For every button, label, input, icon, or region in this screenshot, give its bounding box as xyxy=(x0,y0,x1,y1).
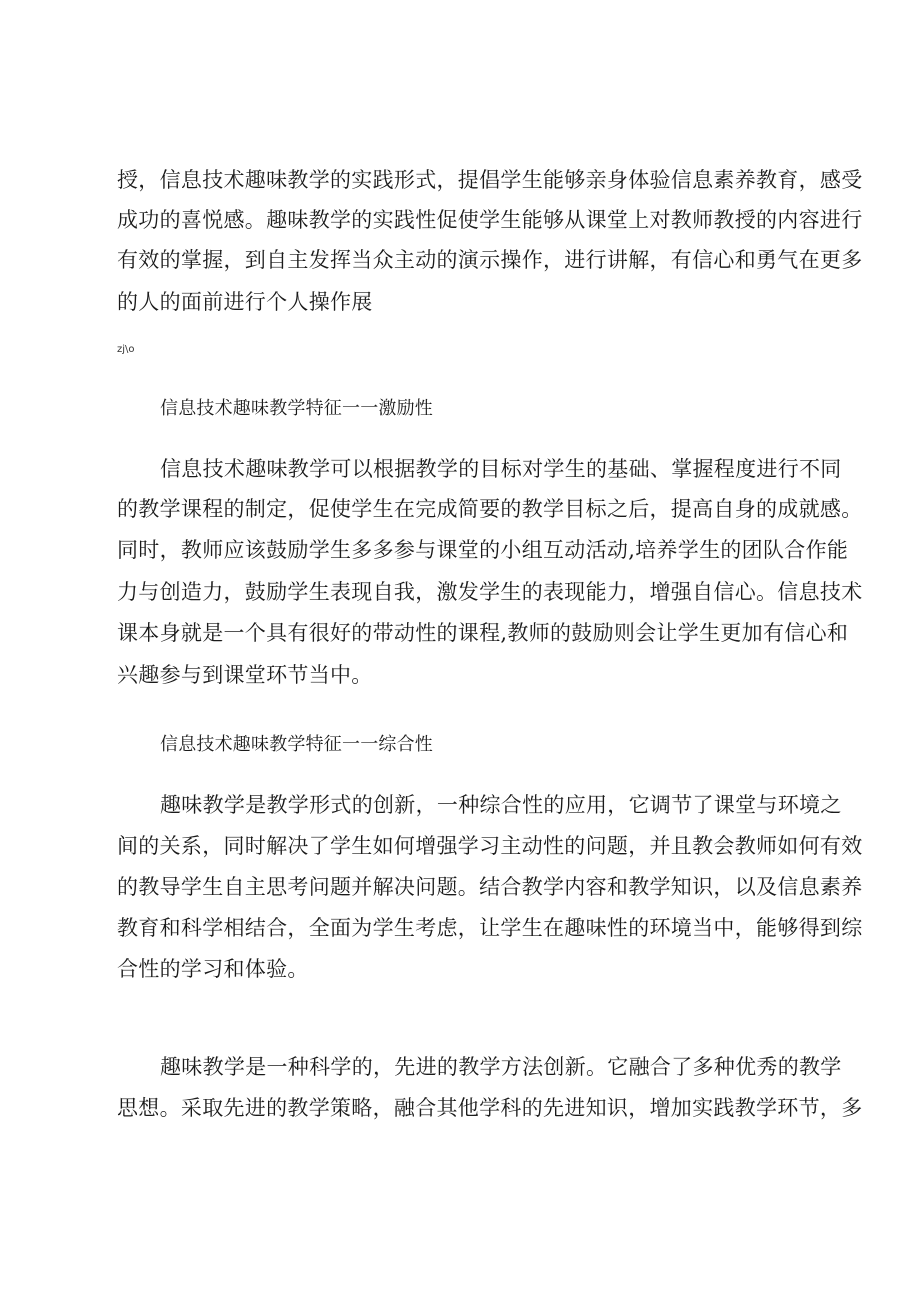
paragraph-line: 趣味教学是一种科学的，先进的教学方法创新。它融合了多种优秀的教学 xyxy=(160,1055,842,1079)
section-heading-incentive: 信息技术趣味教学特征一一激励性 xyxy=(160,398,433,419)
section-heading-comprehensive: 信息技术趣味教学特征一一综合性 xyxy=(160,734,433,755)
paragraph-line: 思想。采取先进的教学策略，融合其他学科的先进知识，增加实践教学环节，多 xyxy=(117,1096,863,1120)
paragraph-line: 趣味教学是教学形式的创新，一种综合性的应用，它调节了课堂与环境之 xyxy=(160,793,842,817)
paragraph-line: 间的关系，同时解决了学生如何增强学习主动性的问题，并且教会教师如何有效 xyxy=(117,834,863,858)
paragraph-line: 合性的学习和体验。 xyxy=(117,957,309,981)
paragraph-line: 的教导学生自主思考问题并解决问题。结合教学内容和教学知识，以及信息素养 xyxy=(117,875,863,899)
paragraph-line: 授，信息技术趣味教学的实践形式，提倡学生能够亲身体验信息素养教育，感受 xyxy=(117,168,863,192)
paragraph-line: 力与创造力，鼓励学生表现自我，激发学生的表现能力，增强自信心。信息技术 xyxy=(117,580,863,604)
paragraph-line: 信息技术趣味教学可以根据教学的目标对学生的基础、掌握程度进行不同 xyxy=(160,457,842,481)
text-fragment: zj\o xyxy=(117,344,135,355)
paragraph-line: 的教学课程的制定，促使学生在完成简要的教学目标之后，提高自身的成就感。 xyxy=(117,497,863,521)
paragraph-line: 有效的掌握，到自主发挥当众主动的演示操作，进行讲解，有信心和勇气在更多 xyxy=(117,248,863,272)
paragraph-line: 同时，教师应该鼓励学生多多参与课堂的小组互动活动,培养学生的团队合作能 xyxy=(117,538,849,562)
paragraph-line: 成功的喜悦感。趣味教学的实践性促使学生能够从课堂上对教师教授的内容进行 xyxy=(117,208,863,232)
paragraph-line: 兴趣参与到课堂环节当中。 xyxy=(117,663,373,687)
paragraph-line: 的人的面前进行个人操作展 xyxy=(117,290,373,314)
paragraph-line: 课本身就是一个具有很好的带动性的课程,教师的鼓励则会让学生更加有信心和 xyxy=(117,621,849,645)
paragraph-line: 教育和科学相结合，全面为学生考虑，让学生在趣味性的环境当中，能够得到综 xyxy=(117,916,863,940)
